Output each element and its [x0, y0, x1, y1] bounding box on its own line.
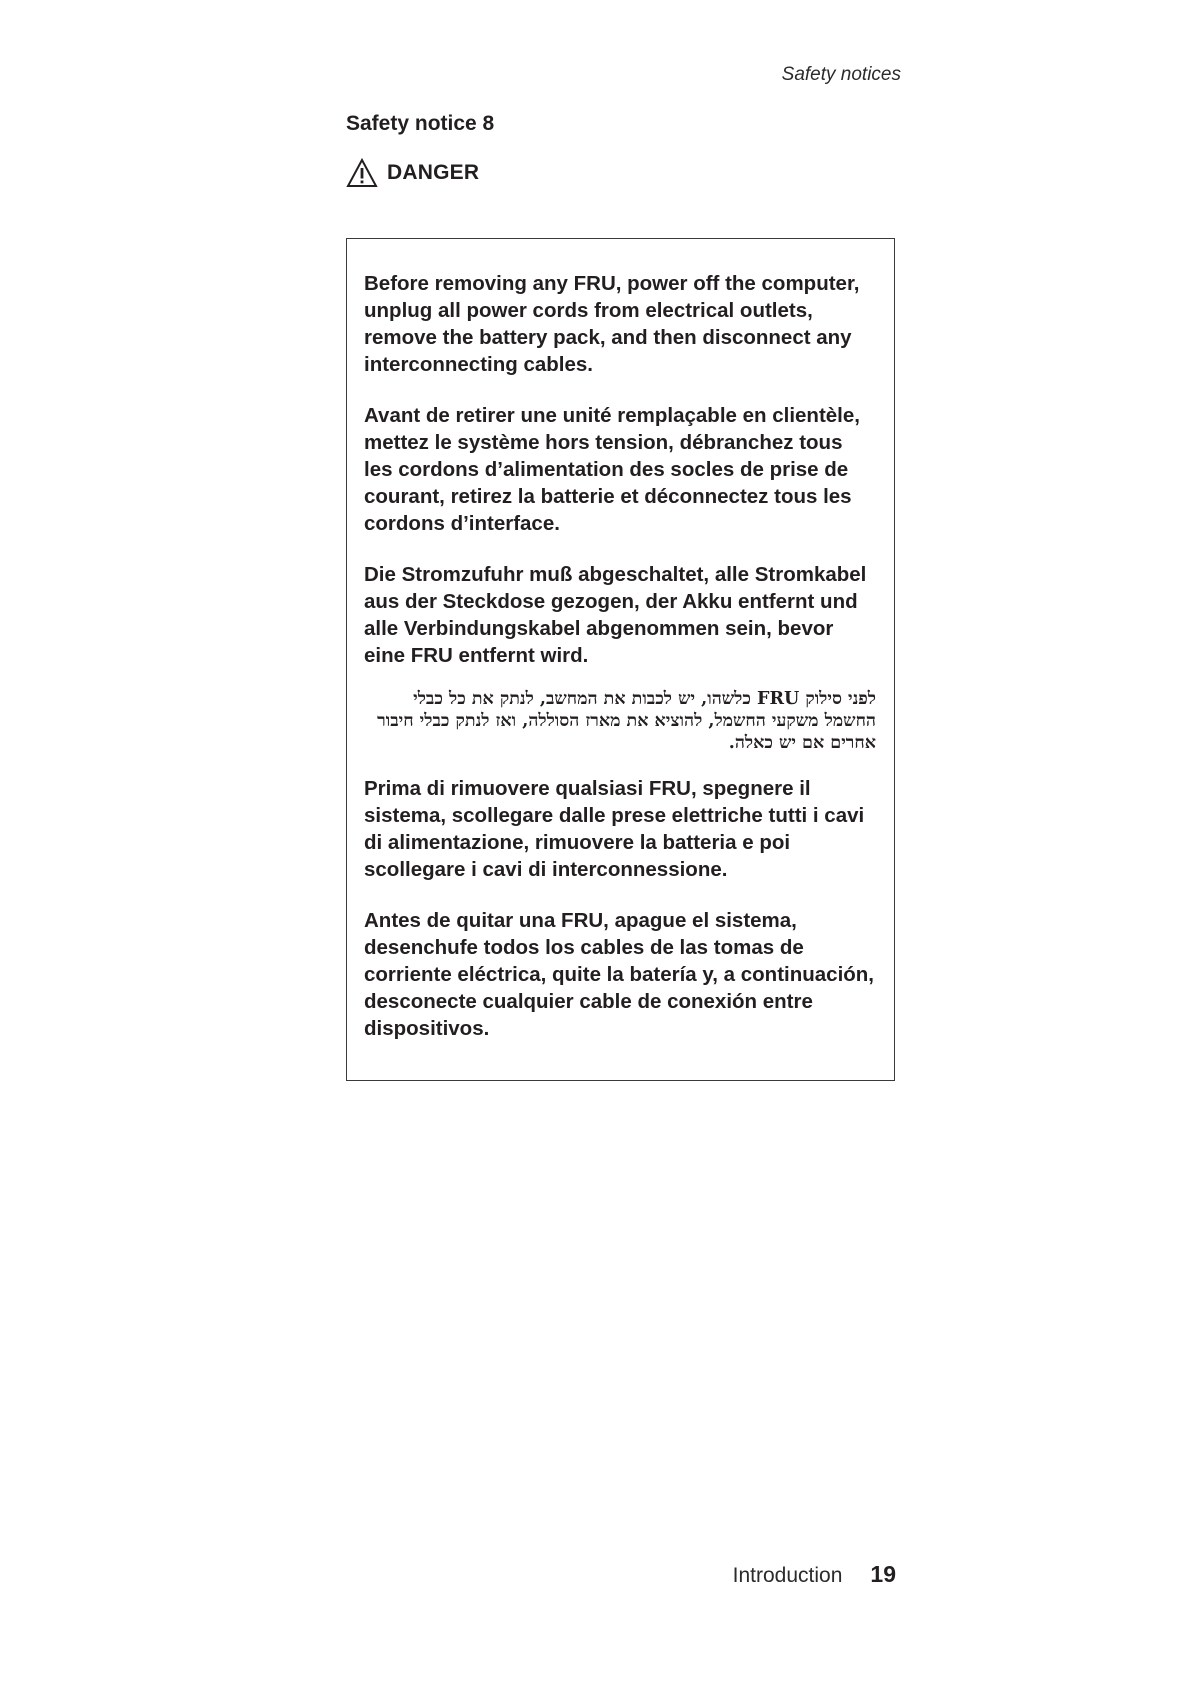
- section-title: Safety notice 8: [346, 112, 495, 135]
- page-footer: [733, 1561, 896, 1588]
- notice-paragraph-english: Before removing any FRU, power off the computer, unplug all power cords from electrical outlets, remove the battery pack, and then disconnect any interconnecting cables.: [364, 272, 860, 376]
- notice-paragraph-hebrew: לפני סילוק FRU כלשהו, יש לכבות את המחשב, לנתק את כל כבלי החשמל משקעי החשמל, להוציא את מארז הסוללה, ואז לנתק כבלי חיבור אחרים אם יש כאלה.: [377, 689, 876, 753]
- running-head: Safety notices: [781, 64, 901, 85]
- warning-triangle-icon: [346, 158, 378, 188]
- footer-section-label: Introduction: [732, 1564, 843, 1587]
- notice-paragraph-spanish: Antes de quitar una FRU, apague el sistema, desenchufe todos los cables de las tomas de corriente eléctrica, quite la batería y, a continuación, desconecte cualquier cable de conexión entre dispositivos.: [364, 909, 875, 1040]
- danger-heading: [346, 158, 479, 188]
- notice-paragraph-italian: Prima di rimuovere qualsiasi FRU, spegnere il sistema, scollegare dalle prese elettriche tutti i cavi di alimentazione, rimuovere la batteria e poi scollegare i cavi di interconnessione.: [364, 777, 865, 881]
- notice-paragraph-french: Avant de retirer une unité remplaçable en clientèle, mettez le système hors tension, débranchez tous les cordons d’alimentation des socles de prise de courant, retirez la batterie et déconnectez tous les cordons d’interface.: [364, 404, 860, 535]
- danger-notice-box: [346, 238, 895, 1081]
- page-number: 19: [870, 1561, 896, 1587]
- danger-label: DANGER: [387, 161, 480, 184]
- notice-paragraph-german: Die Stromzufuhr muß abgeschaltet, alle Stromkabel aus der Steckdose gezogen, der Akku entfernt und alle Verbindungskabel abgenommen sein, bevor eine FRU entfernt wird.: [364, 563, 867, 667]
